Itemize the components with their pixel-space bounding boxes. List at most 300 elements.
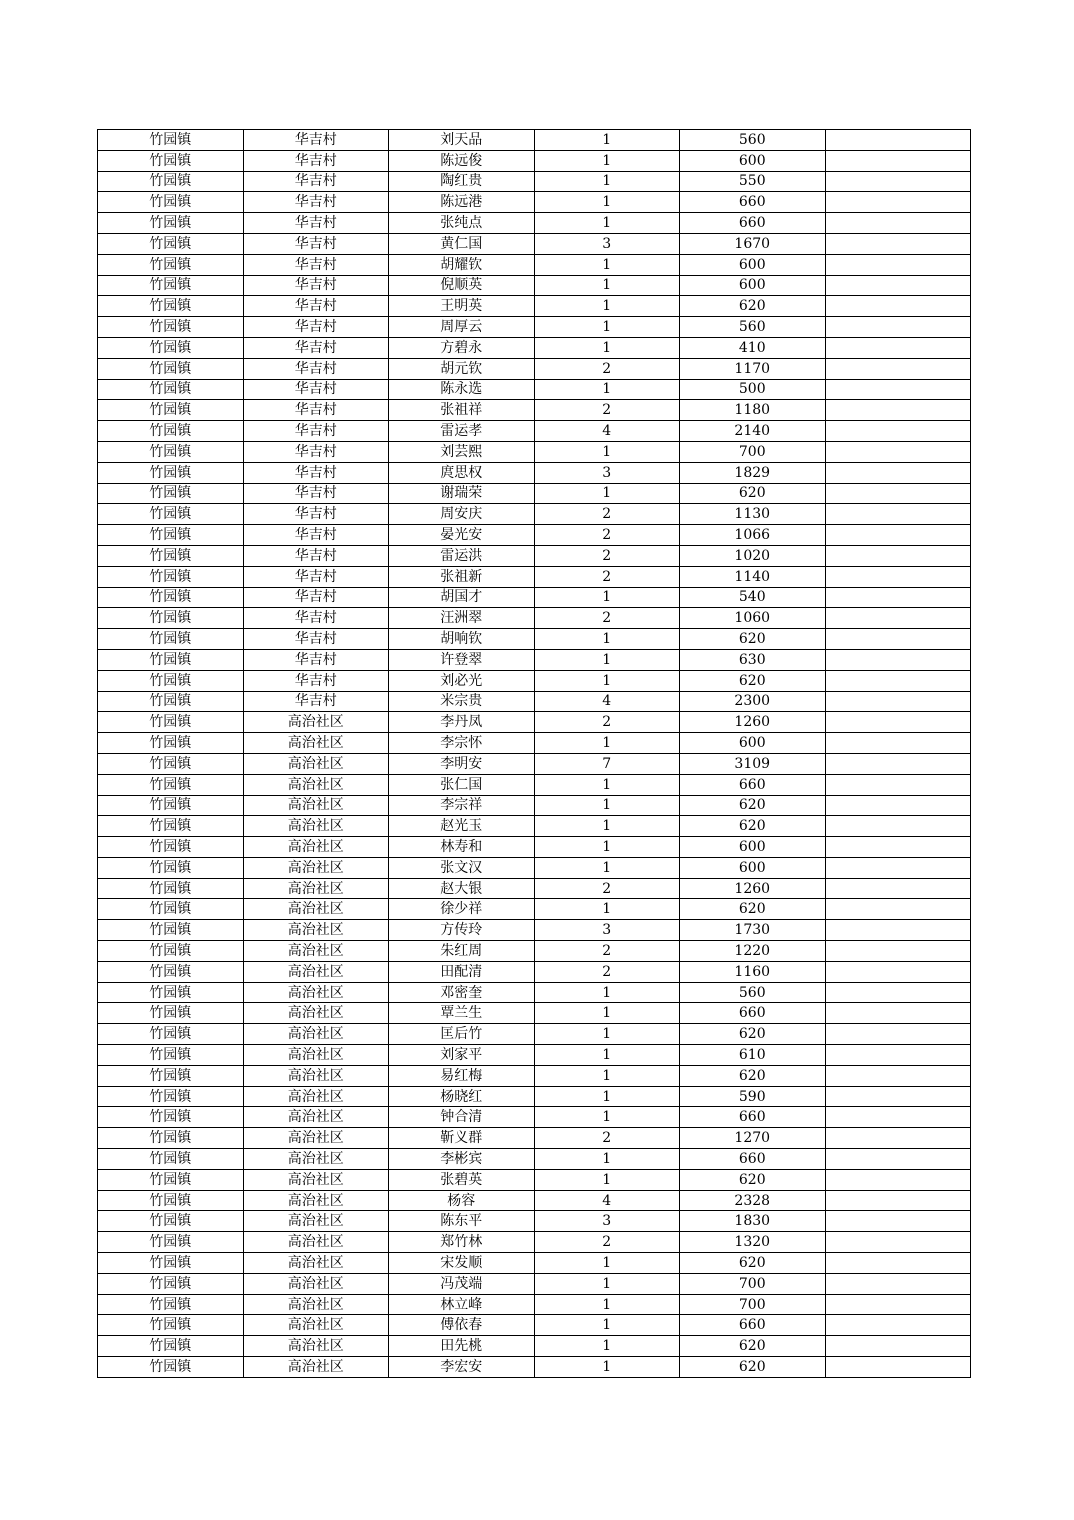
count-cell: 1 xyxy=(534,1065,680,1086)
count-cell: 1 xyxy=(534,587,680,608)
table-row xyxy=(98,213,971,234)
count-cell: 3 xyxy=(534,1211,680,1232)
amount-cell: 1220 xyxy=(680,941,826,962)
town-cell: 竹园镇 xyxy=(98,441,244,462)
amount-cell: 600 xyxy=(680,275,826,296)
name-cell: 覃兰生 xyxy=(389,1003,535,1024)
village-cell: 华吉村 xyxy=(243,525,389,546)
note-cell xyxy=(825,608,971,629)
name-cell: 方碧永 xyxy=(389,337,535,358)
note-cell xyxy=(825,566,971,587)
table-body xyxy=(98,130,971,1378)
amount-cell: 560 xyxy=(680,317,826,338)
note-cell xyxy=(825,130,971,151)
amount-cell: 620 xyxy=(680,670,826,691)
count-cell: 1 xyxy=(534,379,680,400)
count-cell: 1 xyxy=(534,1045,680,1066)
village-cell: 华吉村 xyxy=(243,337,389,358)
note-cell xyxy=(825,462,971,483)
village-cell: 高治社区 xyxy=(243,1128,389,1149)
count-cell: 1 xyxy=(534,213,680,234)
note-cell xyxy=(825,254,971,275)
amount-cell: 620 xyxy=(680,795,826,816)
note-cell xyxy=(825,753,971,774)
note-cell xyxy=(825,213,971,234)
amount-cell: 3109 xyxy=(680,753,826,774)
table-row xyxy=(98,587,971,608)
town-cell: 竹园镇 xyxy=(98,1190,244,1211)
town-cell: 竹园镇 xyxy=(98,1253,244,1274)
village-cell: 高治社区 xyxy=(243,1086,389,1107)
note-cell xyxy=(825,296,971,317)
amount-cell: 660 xyxy=(680,1149,826,1170)
name-cell: 庹思权 xyxy=(389,462,535,483)
amount-cell: 560 xyxy=(680,130,826,151)
village-cell: 高治社区 xyxy=(243,961,389,982)
amount-cell: 2328 xyxy=(680,1190,826,1211)
note-cell xyxy=(825,483,971,504)
village-cell: 高治社区 xyxy=(243,1315,389,1336)
note-cell xyxy=(825,982,971,1003)
amount-cell: 540 xyxy=(680,587,826,608)
village-cell: 华吉村 xyxy=(243,130,389,151)
village-cell: 高治社区 xyxy=(243,920,389,941)
village-cell: 华吉村 xyxy=(243,608,389,629)
table-row xyxy=(98,545,971,566)
table-row xyxy=(98,733,971,754)
town-cell: 竹园镇 xyxy=(98,712,244,733)
note-cell xyxy=(825,1315,971,1336)
amount-cell: 620 xyxy=(680,899,826,920)
village-cell: 高治社区 xyxy=(243,774,389,795)
name-cell: 许登翠 xyxy=(389,649,535,670)
table-row xyxy=(98,462,971,483)
table-row xyxy=(98,1045,971,1066)
amount-cell: 700 xyxy=(680,441,826,462)
count-cell: 2 xyxy=(534,566,680,587)
town-cell: 竹园镇 xyxy=(98,837,244,858)
village-cell: 华吉村 xyxy=(243,358,389,379)
table-row xyxy=(98,899,971,920)
amount-cell: 1320 xyxy=(680,1232,826,1253)
village-cell: 高治社区 xyxy=(243,1003,389,1024)
town-cell: 竹园镇 xyxy=(98,982,244,1003)
table-row xyxy=(98,379,971,400)
town-cell: 竹园镇 xyxy=(98,504,244,525)
note-cell xyxy=(825,1003,971,1024)
table-row xyxy=(98,504,971,525)
town-cell: 竹园镇 xyxy=(98,130,244,151)
note-cell xyxy=(825,233,971,254)
village-cell: 高治社区 xyxy=(243,733,389,754)
village-cell: 华吉村 xyxy=(243,275,389,296)
count-cell: 2 xyxy=(534,358,680,379)
town-cell: 竹园镇 xyxy=(98,753,244,774)
town-cell: 竹园镇 xyxy=(98,358,244,379)
name-cell: 雷运孝 xyxy=(389,421,535,442)
amount-cell: 1020 xyxy=(680,545,826,566)
amount-cell: 620 xyxy=(680,1065,826,1086)
village-cell: 高治社区 xyxy=(243,1232,389,1253)
table-row xyxy=(98,1190,971,1211)
table-row xyxy=(98,358,971,379)
note-cell xyxy=(825,441,971,462)
village-cell: 高治社区 xyxy=(243,878,389,899)
amount-cell: 600 xyxy=(680,857,826,878)
table-row xyxy=(98,317,971,338)
note-cell xyxy=(825,1107,971,1128)
amount-cell: 620 xyxy=(680,1169,826,1190)
name-cell: 田配清 xyxy=(389,961,535,982)
town-cell: 竹园镇 xyxy=(98,421,244,442)
amount-cell: 630 xyxy=(680,649,826,670)
name-cell: 邓密奎 xyxy=(389,982,535,1003)
village-cell: 华吉村 xyxy=(243,296,389,317)
count-cell: 1 xyxy=(534,317,680,338)
town-cell: 竹园镇 xyxy=(98,1294,244,1315)
amount-cell: 620 xyxy=(680,816,826,837)
town-cell: 竹园镇 xyxy=(98,608,244,629)
count-cell: 2 xyxy=(534,941,680,962)
amount-cell: 1130 xyxy=(680,504,826,525)
amount-cell: 660 xyxy=(680,1003,826,1024)
name-cell: 易红梅 xyxy=(389,1065,535,1086)
amount-cell: 620 xyxy=(680,1253,826,1274)
village-cell: 高治社区 xyxy=(243,795,389,816)
amount-cell: 1170 xyxy=(680,358,826,379)
amount-cell: 1830 xyxy=(680,1211,826,1232)
count-cell: 1 xyxy=(534,1149,680,1170)
name-cell: 陈永选 xyxy=(389,379,535,400)
amount-cell: 1270 xyxy=(680,1128,826,1149)
town-cell: 竹园镇 xyxy=(98,795,244,816)
note-cell xyxy=(825,857,971,878)
table-row xyxy=(98,275,971,296)
amount-cell: 1829 xyxy=(680,462,826,483)
count-cell: 2 xyxy=(534,1128,680,1149)
count-cell: 1 xyxy=(534,1003,680,1024)
table-row xyxy=(98,1107,971,1128)
village-cell: 高治社区 xyxy=(243,816,389,837)
table-row xyxy=(98,795,971,816)
town-cell: 竹园镇 xyxy=(98,649,244,670)
town-cell: 竹园镇 xyxy=(98,857,244,878)
village-cell: 华吉村 xyxy=(243,233,389,254)
village-cell: 华吉村 xyxy=(243,587,389,608)
table-row xyxy=(98,1211,971,1232)
count-cell: 1 xyxy=(534,483,680,504)
name-cell: 赵大银 xyxy=(389,878,535,899)
count-cell: 2 xyxy=(534,712,680,733)
note-cell xyxy=(825,1086,971,1107)
village-cell: 高治社区 xyxy=(243,712,389,733)
note-cell xyxy=(825,837,971,858)
amount-cell: 700 xyxy=(680,1273,826,1294)
table-row xyxy=(98,1315,971,1336)
count-cell: 1 xyxy=(534,837,680,858)
table-row xyxy=(98,1149,971,1170)
count-cell: 1 xyxy=(534,795,680,816)
count-cell: 3 xyxy=(534,920,680,941)
amount-cell: 1060 xyxy=(680,608,826,629)
note-cell xyxy=(825,1190,971,1211)
town-cell: 竹园镇 xyxy=(98,691,244,712)
count-cell: 4 xyxy=(534,421,680,442)
count-cell: 2 xyxy=(534,878,680,899)
note-cell xyxy=(825,504,971,525)
name-cell: 张纯点 xyxy=(389,213,535,234)
table-row xyxy=(98,608,971,629)
table-row xyxy=(98,233,971,254)
name-cell: 冯茂端 xyxy=(389,1273,535,1294)
amount-cell: 620 xyxy=(680,1357,826,1378)
note-cell xyxy=(825,1128,971,1149)
amount-cell: 410 xyxy=(680,337,826,358)
town-cell: 竹园镇 xyxy=(98,587,244,608)
note-cell xyxy=(825,795,971,816)
table-row xyxy=(98,483,971,504)
amount-cell: 620 xyxy=(680,1024,826,1045)
name-cell: 钟合清 xyxy=(389,1107,535,1128)
amount-cell: 600 xyxy=(680,254,826,275)
note-cell xyxy=(825,774,971,795)
name-cell: 胡元钦 xyxy=(389,358,535,379)
count-cell: 3 xyxy=(534,233,680,254)
town-cell: 竹园镇 xyxy=(98,1232,244,1253)
village-cell: 华吉村 xyxy=(243,400,389,421)
table-row xyxy=(98,961,971,982)
village-cell: 高治社区 xyxy=(243,837,389,858)
table-row xyxy=(98,566,971,587)
note-cell xyxy=(825,1273,971,1294)
town-cell: 竹园镇 xyxy=(98,379,244,400)
table-row xyxy=(98,774,971,795)
name-cell: 杨容 xyxy=(389,1190,535,1211)
note-cell xyxy=(825,379,971,400)
amount-cell: 1140 xyxy=(680,566,826,587)
village-cell: 高治社区 xyxy=(243,1045,389,1066)
note-cell xyxy=(825,1169,971,1190)
note-cell xyxy=(825,649,971,670)
count-cell: 1 xyxy=(534,1357,680,1378)
village-cell: 高治社区 xyxy=(243,1211,389,1232)
note-cell xyxy=(825,899,971,920)
name-cell: 周安庆 xyxy=(389,504,535,525)
town-cell: 竹园镇 xyxy=(98,462,244,483)
count-cell: 1 xyxy=(534,733,680,754)
count-cell: 1 xyxy=(534,649,680,670)
table-row xyxy=(98,753,971,774)
table-row xyxy=(98,296,971,317)
village-cell: 高治社区 xyxy=(243,1190,389,1211)
note-cell xyxy=(825,171,971,192)
note-cell xyxy=(825,421,971,442)
count-cell: 1 xyxy=(534,296,680,317)
note-cell xyxy=(825,1357,971,1378)
village-cell: 华吉村 xyxy=(243,545,389,566)
name-cell: 黄仁国 xyxy=(389,233,535,254)
name-cell: 徐少祥 xyxy=(389,899,535,920)
count-cell: 1 xyxy=(534,670,680,691)
note-cell xyxy=(825,358,971,379)
town-cell: 竹园镇 xyxy=(98,275,244,296)
name-cell: 李宗祥 xyxy=(389,795,535,816)
data-table xyxy=(97,129,971,1378)
table-row xyxy=(98,712,971,733)
count-cell: 1 xyxy=(534,441,680,462)
table-row xyxy=(98,878,971,899)
note-cell xyxy=(825,1045,971,1066)
name-cell: 朱红周 xyxy=(389,941,535,962)
village-cell: 华吉村 xyxy=(243,171,389,192)
village-cell: 华吉村 xyxy=(243,483,389,504)
town-cell: 竹园镇 xyxy=(98,1045,244,1066)
name-cell: 张祖新 xyxy=(389,566,535,587)
village-cell: 高治社区 xyxy=(243,982,389,1003)
village-cell: 高治社区 xyxy=(243,1149,389,1170)
count-cell: 2 xyxy=(534,1232,680,1253)
village-cell: 高治社区 xyxy=(243,1107,389,1128)
town-cell: 竹园镇 xyxy=(98,941,244,962)
town-cell: 竹园镇 xyxy=(98,899,244,920)
name-cell: 傅依春 xyxy=(389,1315,535,1336)
table-row xyxy=(98,1065,971,1086)
town-cell: 竹园镇 xyxy=(98,774,244,795)
town-cell: 竹园镇 xyxy=(98,337,244,358)
note-cell xyxy=(825,1149,971,1170)
village-cell: 华吉村 xyxy=(243,441,389,462)
name-cell: 倪顺英 xyxy=(389,275,535,296)
amount-cell: 600 xyxy=(680,837,826,858)
village-cell: 高治社区 xyxy=(243,857,389,878)
count-cell: 1 xyxy=(534,1253,680,1274)
town-cell: 竹园镇 xyxy=(98,317,244,338)
name-cell: 陈远俊 xyxy=(389,150,535,171)
note-cell xyxy=(825,525,971,546)
village-cell: 高治社区 xyxy=(243,1253,389,1274)
name-cell: 匡后竹 xyxy=(389,1024,535,1045)
count-cell: 1 xyxy=(534,1315,680,1336)
amount-cell: 600 xyxy=(680,733,826,754)
town-cell: 竹园镇 xyxy=(98,878,244,899)
name-cell: 张仁国 xyxy=(389,774,535,795)
count-cell: 1 xyxy=(534,337,680,358)
name-cell: 王明英 xyxy=(389,296,535,317)
table-row xyxy=(98,130,971,151)
table-row xyxy=(98,171,971,192)
town-cell: 竹园镇 xyxy=(98,1149,244,1170)
count-cell: 1 xyxy=(534,275,680,296)
village-cell: 高治社区 xyxy=(243,1065,389,1086)
count-cell: 1 xyxy=(534,982,680,1003)
name-cell: 刘必光 xyxy=(389,670,535,691)
amount-cell: 620 xyxy=(680,1336,826,1357)
count-cell: 7 xyxy=(534,753,680,774)
table-row xyxy=(98,1086,971,1107)
name-cell: 刘家平 xyxy=(389,1045,535,1066)
town-cell: 竹园镇 xyxy=(98,1065,244,1086)
town-cell: 竹园镇 xyxy=(98,1128,244,1149)
note-cell xyxy=(825,941,971,962)
name-cell: 胡国才 xyxy=(389,587,535,608)
name-cell: 靳义群 xyxy=(389,1128,535,1149)
town-cell: 竹园镇 xyxy=(98,733,244,754)
town-cell: 竹园镇 xyxy=(98,296,244,317)
amount-cell: 1066 xyxy=(680,525,826,546)
count-cell: 1 xyxy=(534,1086,680,1107)
town-cell: 竹园镇 xyxy=(98,483,244,504)
table-row xyxy=(98,1128,971,1149)
village-cell: 高治社区 xyxy=(243,1357,389,1378)
note-cell xyxy=(825,1336,971,1357)
table-row xyxy=(98,525,971,546)
amount-cell: 620 xyxy=(680,629,826,650)
note-cell xyxy=(825,816,971,837)
village-cell: 华吉村 xyxy=(243,421,389,442)
village-cell: 华吉村 xyxy=(243,504,389,525)
count-cell: 1 xyxy=(534,1336,680,1357)
name-cell: 陶红贵 xyxy=(389,171,535,192)
amount-cell: 660 xyxy=(680,1107,826,1128)
amount-cell: 2300 xyxy=(680,691,826,712)
name-cell: 胡耀钦 xyxy=(389,254,535,275)
table-row xyxy=(98,337,971,358)
town-cell: 竹园镇 xyxy=(98,254,244,275)
count-cell: 1 xyxy=(534,130,680,151)
town-cell: 竹园镇 xyxy=(98,816,244,837)
count-cell: 1 xyxy=(534,816,680,837)
town-cell: 竹园镇 xyxy=(98,1273,244,1294)
village-cell: 华吉村 xyxy=(243,192,389,213)
town-cell: 竹园镇 xyxy=(98,1024,244,1045)
table-row xyxy=(98,920,971,941)
name-cell: 刘芸熙 xyxy=(389,441,535,462)
amount-cell: 590 xyxy=(680,1086,826,1107)
table-row xyxy=(98,816,971,837)
table-row xyxy=(98,670,971,691)
amount-cell: 620 xyxy=(680,296,826,317)
name-cell: 杨晓红 xyxy=(389,1086,535,1107)
village-cell: 华吉村 xyxy=(243,317,389,338)
name-cell: 周厚云 xyxy=(389,317,535,338)
amount-cell: 2140 xyxy=(680,421,826,442)
count-cell: 2 xyxy=(534,545,680,566)
note-cell xyxy=(825,961,971,982)
town-cell: 竹园镇 xyxy=(98,1086,244,1107)
amount-cell: 660 xyxy=(680,213,826,234)
name-cell: 赵光玉 xyxy=(389,816,535,837)
table-row xyxy=(98,649,971,670)
amount-cell: 600 xyxy=(680,150,826,171)
table-row xyxy=(98,1024,971,1045)
table-row xyxy=(98,982,971,1003)
note-cell xyxy=(825,545,971,566)
note-cell xyxy=(825,400,971,421)
table-row xyxy=(98,1294,971,1315)
village-cell: 高治社区 xyxy=(243,1024,389,1045)
name-cell: 田先桃 xyxy=(389,1336,535,1357)
note-cell xyxy=(825,920,971,941)
count-cell: 1 xyxy=(534,192,680,213)
village-cell: 华吉村 xyxy=(243,254,389,275)
village-cell: 高治社区 xyxy=(243,1169,389,1190)
village-cell: 高治社区 xyxy=(243,1336,389,1357)
village-cell: 华吉村 xyxy=(243,379,389,400)
town-cell: 竹园镇 xyxy=(98,1357,244,1378)
town-cell: 竹园镇 xyxy=(98,525,244,546)
town-cell: 竹园镇 xyxy=(98,920,244,941)
table-row xyxy=(98,192,971,213)
